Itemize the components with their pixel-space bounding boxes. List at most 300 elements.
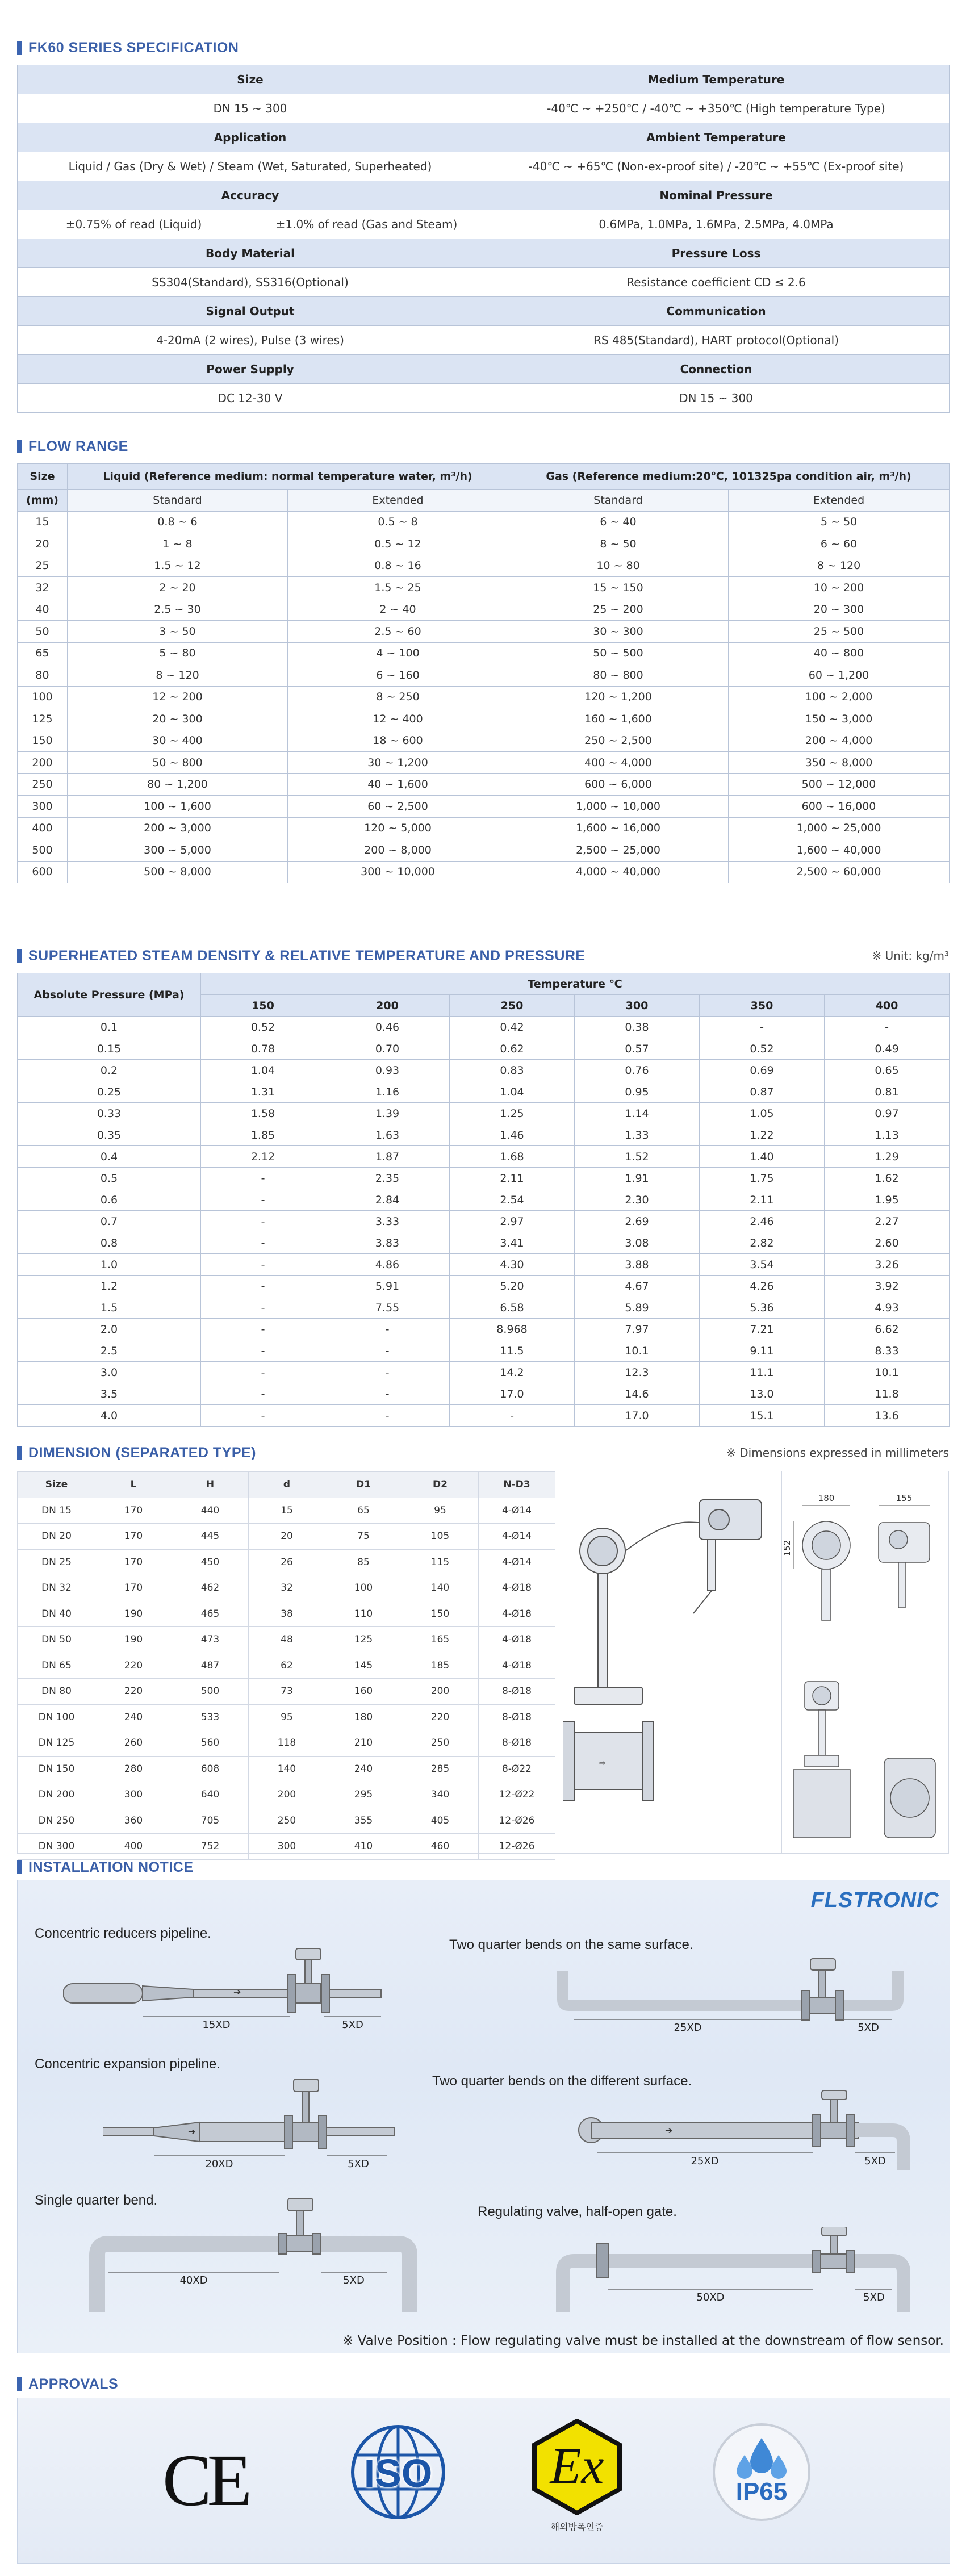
flow-range-cell: 2,500 ~ 25,000 xyxy=(508,839,729,862)
steam-density-cell: - xyxy=(201,1383,325,1405)
valve xyxy=(597,2244,608,2278)
table-row xyxy=(18,708,950,730)
dimension-cell: 8-Ø22 xyxy=(479,1756,555,1782)
flow-range-cell: 500 ~ 12,000 xyxy=(729,773,950,796)
flow-size-cell: 15 xyxy=(18,511,68,533)
upstream-distance: 40XD xyxy=(179,2274,208,2286)
dimension-cell: 15 xyxy=(249,1498,325,1524)
dimension-cell: 170 xyxy=(95,1549,172,1575)
spec-left-value: Liquid / Gas (Dry & Wet) / Steam (Wet, Saturated, Superheated) xyxy=(18,152,483,181)
dim-height-1: 152 xyxy=(782,1540,792,1557)
dimension-cell: 110 xyxy=(325,1601,402,1627)
steam-temp-col: 250 xyxy=(450,995,575,1017)
upstream-distance: 20XD xyxy=(205,2158,233,2170)
svg-text:➔: ➔ xyxy=(188,2126,196,2137)
steam-density-cell: 1.16 xyxy=(325,1081,450,1103)
dimension-cell: 65 xyxy=(325,1498,402,1524)
steam-density-cell: - xyxy=(825,1017,950,1038)
cable-line xyxy=(625,1522,699,1551)
spec-value-row xyxy=(18,210,950,239)
flow-liquid-extended: Extended xyxy=(288,490,508,512)
flow-range-cell: 3 ~ 50 xyxy=(68,621,288,643)
steam-density-cell: 2.60 xyxy=(825,1232,950,1254)
table-row xyxy=(18,1017,950,1038)
dimension-cell: 125 xyxy=(325,1627,402,1653)
flow-range-cell: 1,000 ~ 10,000 xyxy=(508,796,729,818)
table-row xyxy=(18,621,950,643)
flow-range-cell: 400 ~ 4,000 xyxy=(508,752,729,774)
flow-size-cell: 300 xyxy=(18,796,68,818)
title-bar xyxy=(17,1446,22,1460)
steam-pressure-cell: 3.5 xyxy=(18,1383,201,1405)
flow-range-cell: 250 ~ 2,500 xyxy=(508,730,729,752)
steam-density-cell: 3.92 xyxy=(825,1276,950,1297)
steam-density-cell: 1.22 xyxy=(700,1124,825,1146)
steam-density-cell: 5.89 xyxy=(575,1297,700,1319)
dimension-cell: 4-Ø14 xyxy=(479,1549,555,1575)
dimension-header-cell: Size xyxy=(18,1472,95,1498)
steam-density-cell: 1.04 xyxy=(201,1060,325,1081)
flow-range-cell: 300 ~ 10,000 xyxy=(288,861,508,883)
steam-density-cell: 1.05 xyxy=(700,1103,825,1124)
spec-label-row xyxy=(18,355,950,384)
steam-density-cell: 2.30 xyxy=(575,1189,700,1211)
table-row xyxy=(18,861,950,883)
dimension-cell: 160 xyxy=(325,1679,402,1705)
steam-density-cell: 5.91 xyxy=(325,1276,450,1297)
table-row xyxy=(18,1679,555,1705)
table-row xyxy=(18,555,950,577)
dimension-cell: 450 xyxy=(172,1549,249,1575)
flow-range-cell: 120 ~ 1,200 xyxy=(508,686,729,708)
flow-range-cell: 60 ~ 1,200 xyxy=(729,664,950,687)
dimension-cell: 487 xyxy=(172,1653,249,1679)
steam-density-cell: - xyxy=(700,1017,825,1038)
spec-right-value: RS 485(Standard), HART protocol(Optional) xyxy=(483,326,950,355)
dimension-cell: 295 xyxy=(325,1782,402,1808)
flow-size-cell: 80 xyxy=(18,664,68,687)
dimension-cell: 445 xyxy=(172,1524,249,1550)
steam-density-cell: 0.38 xyxy=(575,1017,700,1038)
dimension-cell: 12-Ø26 xyxy=(479,1834,555,1860)
table-row xyxy=(18,817,950,839)
downstream-distance: 5XD xyxy=(348,2158,369,2170)
steam-density-cell: 0.69 xyxy=(700,1060,825,1081)
flow-range-cell: 500 ~ 8,000 xyxy=(68,861,288,883)
table-row xyxy=(18,1319,950,1340)
table-row xyxy=(18,1549,555,1575)
dimension-cell: 250 xyxy=(249,1808,325,1834)
dimension-cell: 95 xyxy=(249,1704,325,1730)
spec-label-row xyxy=(18,181,950,210)
steam-density-cell: 0.97 xyxy=(825,1103,950,1124)
spec-left-value-a: ±0.75% of read (Liquid) xyxy=(18,210,250,239)
dimension-cell: 38 xyxy=(249,1601,325,1627)
table-row xyxy=(18,1168,950,1189)
dimension-cell: 12-Ø26 xyxy=(479,1808,555,1834)
svg-text:⇨: ⇨ xyxy=(599,1759,606,1768)
dimension-cell: 360 xyxy=(95,1808,172,1834)
dimension-cell: 62 xyxy=(249,1653,325,1679)
install-item-concentric-reducers xyxy=(35,1914,432,2039)
spec-value-row xyxy=(18,152,950,181)
dimension-cell: 100 xyxy=(325,1575,402,1601)
downstream-distance: 5XD xyxy=(343,2274,365,2286)
steam-density-cell: 1.52 xyxy=(575,1146,700,1168)
spec-value-row xyxy=(18,268,950,297)
iso-logo xyxy=(347,2421,449,2523)
dimension-cell: 300 xyxy=(249,1834,325,1860)
spec-left-label: Body Material xyxy=(18,239,483,268)
dimension-cell: 340 xyxy=(402,1782,479,1808)
steam-density-cell: 2.27 xyxy=(825,1211,950,1232)
dimension-cell: 462 xyxy=(172,1575,249,1601)
steam-density-cell: 1.62 xyxy=(825,1168,950,1189)
steam-density-cell: 0.46 xyxy=(325,1017,450,1038)
install-item-regulating-valve xyxy=(438,2187,938,2318)
steam-density-cell: - xyxy=(325,1405,450,1427)
flow-range-cell: 100 ~ 1,600 xyxy=(68,796,288,818)
steam-temp-header: Temperature ℃ xyxy=(201,973,950,995)
flow-range-cell: 20 ~ 300 xyxy=(729,599,950,621)
flow-mm-header: (mm) xyxy=(18,490,68,512)
installation-title-text: INSTALLATION NOTICE xyxy=(28,1859,194,1875)
dimension-cell: 20 xyxy=(249,1524,325,1550)
dimension-cell: DN 50 xyxy=(18,1627,95,1653)
steam-pressure-cell: 0.25 xyxy=(18,1081,201,1103)
approvals-title-text: APPROVALS xyxy=(28,2376,119,2392)
iso-text: ISO xyxy=(363,2451,433,2495)
spec-left-value: DC 12-30 V xyxy=(18,384,483,413)
ex-subtitle: 해외방폭인증 xyxy=(550,2521,604,2532)
brand-logo: FLSTRONIC xyxy=(810,1888,939,1912)
svg-text:➔: ➔ xyxy=(665,2125,673,2136)
flow-range-cell: 30 ~ 1,200 xyxy=(288,752,508,774)
spec-left-value-b: ±1.0% of read (Gas and Steam) xyxy=(250,210,483,239)
downstream-distance: 5XD xyxy=(858,2022,879,2034)
flow-size-cell: 200 xyxy=(18,752,68,774)
steam-pressure-cell: 1.0 xyxy=(18,1254,201,1276)
table-row xyxy=(18,1297,950,1319)
flow-range-cell: 30 ~ 400 xyxy=(68,730,288,752)
ex-text: Ex xyxy=(550,2438,604,2494)
table-row xyxy=(18,1782,555,1808)
flow-gas-header: Gas (Reference medium:20℃, 101325pa condition air, m³/h) xyxy=(508,464,950,490)
flow-range-cell: 6 ~ 160 xyxy=(288,664,508,687)
table-row xyxy=(18,599,950,621)
title-bar xyxy=(17,1860,22,1874)
steam-density-cell: 1.58 xyxy=(201,1103,325,1124)
flow-range-cell: 5 ~ 50 xyxy=(729,511,950,533)
steam-density-cell: 7.55 xyxy=(325,1297,450,1319)
flow-range-cell: 150 ~ 3,000 xyxy=(729,708,950,730)
dimension-cell: 355 xyxy=(325,1808,402,1834)
dimension-cell: DN 200 xyxy=(18,1782,95,1808)
steam-density-cell: 3.26 xyxy=(825,1254,950,1276)
install-caption: Two quarter bends on the same surface. xyxy=(449,1937,693,1952)
steam-density-cell: 0.62 xyxy=(450,1038,575,1060)
table-row xyxy=(18,1405,950,1427)
table-row xyxy=(18,1254,950,1276)
steam-density-cell: 4.30 xyxy=(450,1254,575,1276)
table-row xyxy=(18,1189,950,1211)
table-row xyxy=(18,1124,950,1146)
dimension-cell: 26 xyxy=(249,1549,325,1575)
steam-density-cell: - xyxy=(201,1362,325,1383)
steam-density-cell: 13.6 xyxy=(825,1405,950,1427)
steam-temp-col: 400 xyxy=(825,995,950,1017)
flowmeter-drawing xyxy=(563,1483,773,1846)
table-row xyxy=(18,1038,950,1060)
spec-title-text: FK60 SERIES SPECIFICATION xyxy=(28,39,239,56)
steam-density-cell: 8.33 xyxy=(825,1340,950,1362)
steam-pressure-cell: 2.5 xyxy=(18,1340,201,1362)
steam-density-cell: 0.87 xyxy=(700,1081,825,1103)
flow-range-cell: 0.5 ~ 12 xyxy=(288,533,508,555)
table-row xyxy=(18,686,950,708)
flow-range-cell: 30 ~ 300 xyxy=(508,621,729,643)
dimension-cell: DN 80 xyxy=(18,1679,95,1705)
approvals-section xyxy=(17,2374,949,2394)
steam-density-cell: - xyxy=(201,1189,325,1211)
dimension-cell: 240 xyxy=(95,1704,172,1730)
steam-density-cell: 0.52 xyxy=(201,1017,325,1038)
dimension-cell: 48 xyxy=(249,1627,325,1653)
dimension-cell: 8-Ø18 xyxy=(479,1679,555,1705)
title-bar xyxy=(17,949,22,963)
dimension-cell: 220 xyxy=(95,1653,172,1679)
table-row xyxy=(18,1103,950,1124)
dimension-cell: 200 xyxy=(249,1782,325,1808)
steam-pressure-cell: 2.0 xyxy=(18,1319,201,1340)
flow-range-cell: 200 ~ 3,000 xyxy=(68,817,288,839)
steam-density-cell: 1.85 xyxy=(201,1124,325,1146)
flow-range-cell: 0.8 ~ 6 xyxy=(68,511,288,533)
install-caption: Two quarter bends on the different surface. xyxy=(432,2073,692,2089)
dimension-cell: 752 xyxy=(172,1834,249,1860)
steam-pressure-cell: 0.8 xyxy=(18,1232,201,1254)
steam-density-cell: - xyxy=(325,1383,450,1405)
steam-pressure-cell: 0.5 xyxy=(18,1168,201,1189)
ce-mark: CE xyxy=(162,2440,248,2521)
spec-value-row xyxy=(18,384,950,413)
flow-range-cell: 600 ~ 16,000 xyxy=(729,796,950,818)
downstream-distance: 5XD xyxy=(863,2291,885,2303)
dimension-cell: 240 xyxy=(325,1756,402,1782)
steam-density-cell: 1.75 xyxy=(700,1168,825,1189)
steam-density-cell: 0.76 xyxy=(575,1060,700,1081)
flow-range-cell: 80 ~ 800 xyxy=(508,664,729,687)
dimension-cell: 460 xyxy=(402,1834,479,1860)
steam-density-cell: 0.70 xyxy=(325,1038,450,1060)
flow-range-cell: 15 ~ 150 xyxy=(508,577,729,599)
steam-pressure-cell: 0.1 xyxy=(18,1017,201,1038)
steam-density-cell: - xyxy=(201,1405,325,1427)
ex-logo xyxy=(529,2419,625,2544)
flow-range-cell: 40 ~ 1,600 xyxy=(288,773,508,796)
dimension-header-cell: D2 xyxy=(402,1472,479,1498)
dimension-header-cell: d xyxy=(249,1472,325,1498)
flow-range-cell: 40 ~ 800 xyxy=(729,642,950,664)
dimension-cell: 400 xyxy=(95,1834,172,1860)
installation-title xyxy=(17,1857,949,1877)
dimension-cell: 4-Ø18 xyxy=(479,1627,555,1653)
downstream-distance: 5XD xyxy=(342,2019,363,2031)
steam-density-cell: 1.68 xyxy=(450,1146,575,1168)
flow-range-cell: 350 ~ 8,000 xyxy=(729,752,950,774)
spec-left-label: Power Supply xyxy=(18,355,483,384)
steam-density-cell: 7.97 xyxy=(575,1319,700,1340)
spec-right-label: Medium Temperature xyxy=(483,65,950,94)
flow-table xyxy=(17,463,950,883)
dimension-cell: 180 xyxy=(325,1704,402,1730)
install-diagram xyxy=(574,2090,926,2176)
spec-title xyxy=(17,37,949,58)
flow-range-cell: 1 ~ 8 xyxy=(68,533,288,555)
steam-density-cell: 1.29 xyxy=(825,1146,950,1168)
dimension-cell: 118 xyxy=(249,1730,325,1757)
flow-size-cell: 150 xyxy=(18,730,68,752)
steam-density-cell: 2.35 xyxy=(325,1168,450,1189)
steam-density-cell: 2.46 xyxy=(700,1211,825,1232)
dim-width-1: 180 xyxy=(818,1493,835,1503)
spec-left-label: Signal Output xyxy=(18,297,483,326)
spec-label-row xyxy=(18,297,950,326)
dimension-cell: 210 xyxy=(325,1730,402,1757)
steam-density-cell: 1.40 xyxy=(700,1146,825,1168)
flow-range-cell: 4 ~ 100 xyxy=(288,642,508,664)
flow-size-cell: 100 xyxy=(18,686,68,708)
steam-density-cell: 7.21 xyxy=(700,1319,825,1340)
steam-table xyxy=(17,973,950,1427)
table-row xyxy=(18,752,950,774)
steam-density-cell: 1.95 xyxy=(825,1189,950,1211)
dimension-cell: 75 xyxy=(325,1524,402,1550)
steam-density-cell: - xyxy=(450,1405,575,1427)
steam-density-cell: 0.52 xyxy=(700,1038,825,1060)
dimension-cell: 4-Ø14 xyxy=(479,1498,555,1524)
installation-footnote: ※ Valve Position : Flow regulating valve must be installed at the downstream of flow sensor. xyxy=(342,2334,944,2348)
dimension-cell: 190 xyxy=(95,1601,172,1627)
spec-right-value: -40℃ ~ +65℃ (Non-ex-proof site) / -20℃ ~ +55℃ (Ex-proof site) xyxy=(483,152,950,181)
title-bar xyxy=(17,440,22,453)
upstream-distance: 25XD xyxy=(674,2022,702,2034)
flow-title xyxy=(17,436,949,457)
steam-density-cell: 13.0 xyxy=(700,1383,825,1405)
steam-pressure-cell: 1.2 xyxy=(18,1276,201,1297)
steam-density-cell: 1.04 xyxy=(450,1081,575,1103)
table-row xyxy=(18,1704,555,1730)
flow-range-cell: 600 ~ 6,000 xyxy=(508,773,729,796)
dimension-cell: 150 xyxy=(402,1601,479,1627)
steam-density-cell: 0.57 xyxy=(575,1038,700,1060)
steam-density-cell: 0.65 xyxy=(825,1060,950,1081)
flow-range-cell: 5 ~ 80 xyxy=(68,642,288,664)
steam-density-cell: 3.08 xyxy=(575,1232,700,1254)
steam-density-cell: 0.78 xyxy=(201,1038,325,1060)
spec-right-label: Ambient Temperature xyxy=(483,123,950,152)
flow-range-cell: 1,600 ~ 16,000 xyxy=(508,817,729,839)
steam-pressure-cell: 0.35 xyxy=(18,1124,201,1146)
dimension-cell: 4-Ø14 xyxy=(479,1524,555,1550)
flow-size-cell: 125 xyxy=(18,708,68,730)
steam-density-cell: - xyxy=(325,1340,450,1362)
steam-density-cell: 12.3 xyxy=(575,1362,700,1383)
steam-density-cell: 4.86 xyxy=(325,1254,450,1276)
table-row xyxy=(18,1146,950,1168)
flow-liquid-standard: Standard xyxy=(68,490,288,512)
flow-range-cell: 1.5 ~ 25 xyxy=(288,577,508,599)
dimension-cell: 95 xyxy=(402,1498,479,1524)
flow-range-cell: 1,000 ~ 25,000 xyxy=(729,817,950,839)
install-caption: Concentric expansion pipeline. xyxy=(35,2056,220,2072)
steam-density-cell: - xyxy=(201,1276,325,1297)
spec-left-label: Size xyxy=(18,65,483,94)
flow-range-cell: 25 ~ 200 xyxy=(508,599,729,621)
flow-liquid-header: Liquid (Reference medium: normal temperature water, m³/h) xyxy=(68,464,508,490)
ip65-badge xyxy=(710,2421,813,2523)
steam-density-cell: 14.2 xyxy=(450,1362,575,1383)
dimension-cell: 140 xyxy=(402,1575,479,1601)
flow-range-cell: 200 ~ 4,000 xyxy=(729,730,950,752)
table-row xyxy=(18,1575,555,1601)
dimension-cell: 4-Ø18 xyxy=(479,1601,555,1627)
steam-density-cell: 0.49 xyxy=(825,1038,950,1060)
dimension-cell: 410 xyxy=(325,1834,402,1860)
steam-density-cell: 11.1 xyxy=(700,1362,825,1383)
flow-range-cell: 0.5 ~ 8 xyxy=(288,511,508,533)
steam-density-cell: - xyxy=(325,1319,450,1340)
steam-density-cell: 1.14 xyxy=(575,1103,700,1124)
dimension-cell: 73 xyxy=(249,1679,325,1705)
dimension-cell: 500 xyxy=(172,1679,249,1705)
flow-range-cell: 8 ~ 250 xyxy=(288,686,508,708)
dimension-cell: DN 32 xyxy=(18,1575,95,1601)
dimension-title-text: DIMENSION (SEPARATED TYPE) xyxy=(28,1444,256,1461)
install-caption: Concentric reducers pipeline. xyxy=(35,1926,211,1941)
dimension-cell: 32 xyxy=(249,1575,325,1601)
steam-density-cell: 2.54 xyxy=(450,1189,575,1211)
steam-density-cell: 0.95 xyxy=(575,1081,700,1103)
flow-range-cell: 0.8 ~ 16 xyxy=(288,555,508,577)
spec-right-label: Pressure Loss xyxy=(483,239,950,268)
steam-density-cell: - xyxy=(201,1211,325,1232)
flow-size-cell: 20 xyxy=(18,533,68,555)
dimension-header-cell: D1 xyxy=(325,1472,402,1498)
steam-density-cell: - xyxy=(201,1254,325,1276)
dimension-cell: 8-Ø18 xyxy=(479,1704,555,1730)
flow-size-cell: 400 xyxy=(18,817,68,839)
flow-range-cell: 12 ~ 400 xyxy=(288,708,508,730)
steam-density-cell: 3.41 xyxy=(450,1232,575,1254)
dimension-cell: DN 25 xyxy=(18,1549,95,1575)
title-bar xyxy=(17,41,22,55)
dimension-cell: DN 40 xyxy=(18,1601,95,1627)
table-row xyxy=(18,1653,555,1679)
dimension-cell: 285 xyxy=(402,1756,479,1782)
steam-temp-col: 150 xyxy=(201,995,325,1017)
flow-section xyxy=(17,436,949,883)
table-row xyxy=(18,1601,555,1627)
steam-density-cell: 11.8 xyxy=(825,1383,950,1405)
steam-density-cell: 4.93 xyxy=(825,1297,950,1319)
svg-text:➔: ➔ xyxy=(233,1987,241,1997)
steam-density-cell: 6.62 xyxy=(825,1319,950,1340)
table-row xyxy=(18,730,950,752)
dimension-cell: 4-Ø18 xyxy=(479,1575,555,1601)
steam-density-cell: 10.1 xyxy=(575,1340,700,1362)
table-row xyxy=(18,1498,555,1524)
